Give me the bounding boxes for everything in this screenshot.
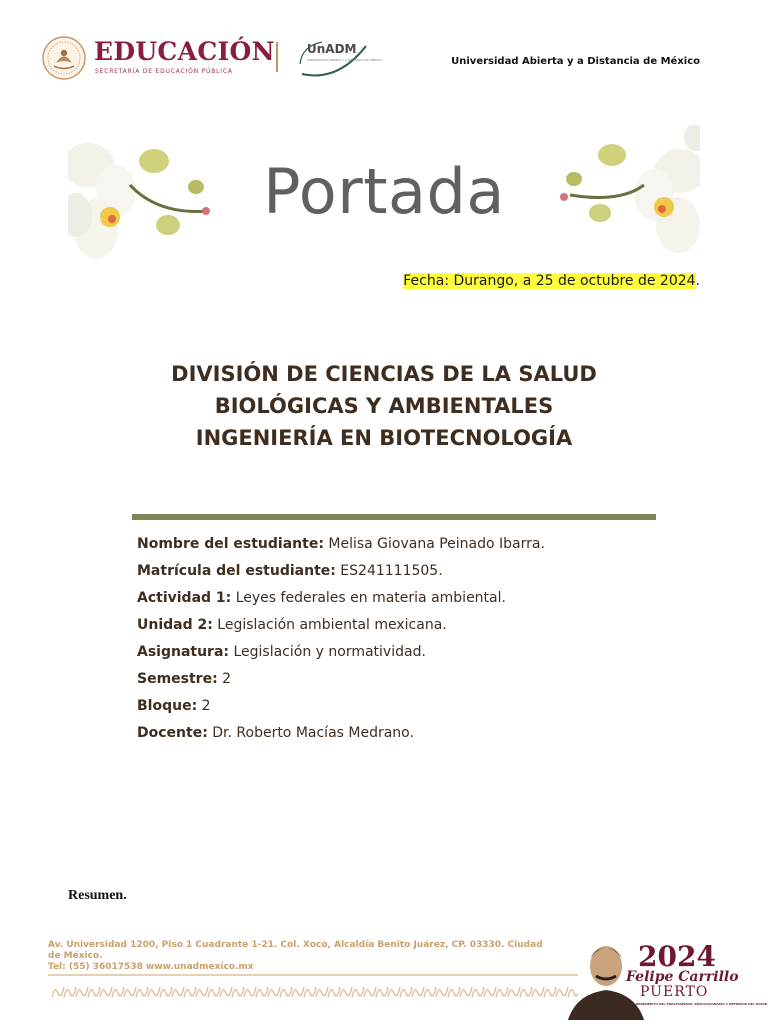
unadm-logo-text: UnADM bbox=[307, 42, 357, 56]
info-row-unit bbox=[137, 614, 545, 641]
info-row-subject bbox=[137, 641, 545, 668]
footer-phone: Tel: (55) 36017538 www.unadmexico.mx bbox=[48, 962, 254, 970]
felipe-carrillo-2024-badge bbox=[566, 936, 768, 1020]
mexico-seal-icon bbox=[42, 36, 86, 80]
header-divider bbox=[276, 42, 278, 72]
edu-subtitle: SECRETARÍA DE EDUCACIÓN PÚBLICA bbox=[95, 68, 233, 75]
info-label: Actividad 1: bbox=[137, 590, 232, 606]
info-label: Unidad 2: bbox=[137, 617, 213, 633]
info-value: Leyes federales en materia ambiental. bbox=[231, 590, 506, 606]
info-value: Melisa Giovana Peinado Ibarra. bbox=[323, 536, 545, 552]
info-label: Semestre: bbox=[137, 671, 218, 687]
info-label: Nombre del estudiante: bbox=[137, 536, 324, 552]
info-label: Bloque: bbox=[137, 698, 198, 714]
info-row-activity bbox=[137, 587, 545, 614]
info-value: ES241111505. bbox=[335, 563, 443, 579]
info-value: Dr. Roberto Macías Medrano. bbox=[207, 725, 414, 741]
info-value: Legislación y normatividad. bbox=[229, 644, 426, 660]
date-line bbox=[403, 273, 700, 289]
badge-small-text: BENEMÉRITO DEL PROLETARIADO, REVOLUCIONARIO Y DEFENSOR DEL MAYAB bbox=[636, 1002, 768, 1006]
info-label: Asignatura: bbox=[137, 644, 230, 660]
portada-banner bbox=[68, 125, 700, 263]
division-line-1: DIVISIÓN DE CIENCIAS DE LA SALUD bbox=[171, 362, 597, 386]
date-suffix: . bbox=[695, 273, 700, 289]
info-row-block bbox=[137, 695, 545, 722]
info-value: Legislación ambiental mexicana. bbox=[212, 617, 447, 633]
info-row-enrollment bbox=[137, 560, 545, 587]
division-line-2: BIOLÓGICAS Y AMBIENTALES bbox=[214, 394, 554, 418]
badge-surname: PUERTO bbox=[640, 984, 709, 1000]
division-line-3: INGENIERÍA EN BIOTECNOLOGÍA bbox=[195, 426, 573, 450]
footer-ornament-band bbox=[48, 973, 578, 1003]
badge-name: Felipe Carrillo bbox=[626, 969, 739, 985]
university-name: Universidad Abierta y a Distancia de México bbox=[451, 56, 700, 67]
sep-education-logo bbox=[42, 36, 275, 82]
division-heading bbox=[0, 358, 768, 454]
info-value: 2 bbox=[217, 671, 232, 687]
info-row-semester bbox=[137, 668, 545, 695]
student-info-list bbox=[137, 533, 545, 749]
summary-heading: Resumen. bbox=[68, 888, 127, 903]
footer-address: Av. Universidad 1200, Piso 1 Cuadrante 1-21. Col. Xoco, Alcaldía Benito Juárez, CP. 03330. Ciudad de México. bbox=[48, 940, 543, 961]
banner-title: Portada bbox=[263, 155, 505, 228]
edu-title: EDUCACIÓN bbox=[94, 37, 275, 66]
info-label: Docente: bbox=[137, 725, 208, 741]
badge-year: 2024 bbox=[638, 940, 716, 973]
unadm-logo-small: UNIVERSIDAD ABIERTA Y A DISTANCIA DE MÉXICO bbox=[307, 58, 382, 62]
green-divider-rule bbox=[132, 514, 656, 520]
info-row-student-name bbox=[137, 533, 545, 560]
info-row-teacher bbox=[137, 722, 545, 749]
info-label: Matrícula del estudiante: bbox=[137, 563, 336, 579]
date-text: Fecha: Durango, a 25 de octubre de 2024 bbox=[403, 273, 696, 289]
info-value: 2 bbox=[197, 698, 211, 714]
unadm-logo bbox=[298, 38, 382, 80]
